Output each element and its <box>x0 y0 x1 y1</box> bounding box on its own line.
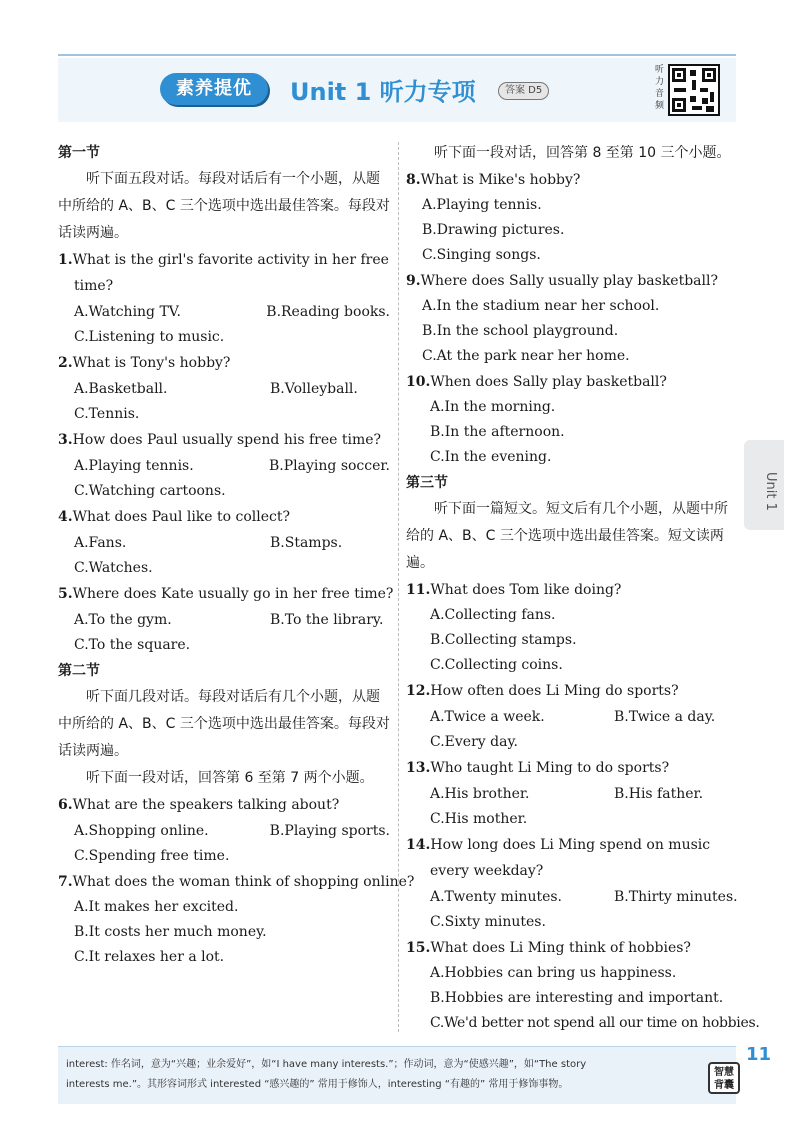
option-c[interactable]: C.In the evening. <box>430 449 552 465</box>
option-a[interactable]: A.Shopping online. <box>74 823 209 839</box>
question-number: 5. <box>58 586 73 602</box>
question-text: Where does Kate usually go in her free time? <box>72 586 394 602</box>
page-title: Unit 1 听力专项 <box>290 78 476 106</box>
option-a[interactable]: A.His brother. <box>430 786 530 802</box>
question-12 <box>406 678 738 704</box>
option-c[interactable]: C.Every day. <box>430 734 518 750</box>
option-b[interactable]: B.Drawing pictures. <box>422 222 565 238</box>
wisdom-bag-logo: 智慧背囊 <box>708 1062 740 1094</box>
option-c[interactable]: C.Watching cartoons. <box>74 483 226 499</box>
option-a[interactable]: A.In the stadium near her school. <box>422 298 660 314</box>
question-number: 6. <box>58 797 73 813</box>
question-number: 10. <box>406 374 431 390</box>
question-text: When does Sally play basketball? <box>430 374 667 390</box>
option-c[interactable]: C.Collecting coins. <box>430 657 563 673</box>
option-c[interactable]: C.His mother. <box>430 811 528 827</box>
option-a[interactable]: A.Collecting fans. <box>430 607 556 623</box>
question-number: 8. <box>406 172 421 188</box>
option-a[interactable]: A.It makes her excited. <box>74 899 239 915</box>
question-10 <box>406 369 738 395</box>
page-number: 11 <box>746 1044 772 1065</box>
option-a[interactable]: A.Watching TV. <box>74 304 181 320</box>
option-b[interactable]: B.It costs her much money. <box>74 924 267 940</box>
option-a[interactable]: A.In the morning. <box>430 399 556 415</box>
question-text: What is Mike's hobby? <box>420 172 581 188</box>
option-c[interactable]: C.Tennis. <box>74 406 140 422</box>
question-2 <box>58 350 390 376</box>
question-number: 15. <box>406 940 431 956</box>
question-text: What are the speakers talking about? <box>72 797 340 813</box>
question-number: 2. <box>58 355 73 371</box>
right-column <box>406 140 760 1036</box>
note-line-1: interest: 作名词，意为“兴趣；业余爱好”，如“I have many interests.”；作动词，意为“使感兴趣”，如“The story <box>66 1059 587 1070</box>
options-row <box>58 818 390 844</box>
question-9 <box>406 268 738 294</box>
option-b[interactable]: B.Thirty minutes. <box>614 889 738 905</box>
option-b[interactable]: B.Reading books. <box>266 304 390 320</box>
option-c[interactable]: C.Watches. <box>74 560 153 576</box>
option-c[interactable]: C.We'd better not spend all our time on hobbies. <box>430 1015 760 1031</box>
question-text: What is the girl's favorite activity in her free time? <box>72 252 389 294</box>
question-6 <box>58 792 390 818</box>
option-c[interactable]: C.Spending free time. <box>74 848 230 864</box>
option-a[interactable]: A.Playing tennis. <box>74 458 194 474</box>
option-b[interactable]: B.Playing soccer. <box>269 458 390 474</box>
options-row <box>406 781 738 807</box>
question-number: 3. <box>58 432 73 448</box>
answer-reference-tag: 答案 D5 <box>498 82 549 100</box>
question-text: Who taught Li Ming to do sports? <box>430 760 670 776</box>
question-text: Where does Sally usually play basketball? <box>420 273 718 289</box>
question-text: How long does Li Ming spend on music every weekday? <box>430 837 711 879</box>
option-b[interactable]: B.Playing sports. <box>269 823 390 839</box>
option-a[interactable]: A.To the gym. <box>74 612 172 628</box>
question-5 <box>58 581 394 607</box>
question-text: How often does Li Ming do sports? <box>430 683 679 699</box>
question-4 <box>58 504 390 530</box>
option-a[interactable]: A.Hobbies can bring us happiness. <box>430 965 677 981</box>
section-3-title: 第三节 <box>406 475 448 491</box>
options-row <box>58 299 390 325</box>
option-a[interactable]: A.Playing tennis. <box>422 197 542 213</box>
question-11 <box>406 577 738 603</box>
header-badge: 素养提优 <box>160 73 268 105</box>
section-2-sub-instruction: 听下面一段对话，回答第 6 至第 7 两个小题。 <box>86 770 374 786</box>
question-number: 1. <box>58 252 73 268</box>
question-text: What is Tony's hobby? <box>72 355 231 371</box>
options-row <box>58 530 390 556</box>
options-row <box>406 704 738 730</box>
question-text: How does Paul usually spend his free time? <box>72 432 382 448</box>
section-2-instruction: 听下面几段对话。每段对话后有几个小题，从题中所给的 A、B、C 三个选项中选出最佳答案。每段对话读两遍。 <box>58 689 390 759</box>
option-b[interactable]: B.Collecting stamps. <box>430 632 577 648</box>
option-a[interactable]: A.Twenty minutes. <box>430 889 563 905</box>
option-b[interactable]: B.To the library. <box>270 612 384 628</box>
option-c[interactable]: C.Singing songs. <box>422 247 541 263</box>
section-1-instruction: 听下面五段对话。每段对话后有一个小题，从题中所给的 A、B、C 三个选项中选出最佳答案。每段对话读两遍。 <box>58 171 390 241</box>
question-3 <box>58 427 390 453</box>
option-c[interactable]: C.At the park near her home. <box>422 348 630 364</box>
option-b[interactable]: B.Twice a day. <box>614 709 716 725</box>
option-b[interactable]: B.In the school playground. <box>422 323 619 339</box>
section-2-title: 第二节 <box>58 663 100 679</box>
section-1-title: 第一节 <box>58 145 100 161</box>
question-8 <box>406 167 738 193</box>
option-b[interactable]: B.Hobbies are interesting and important. <box>430 990 724 1006</box>
question-13 <box>406 755 738 781</box>
qr-label: 听力音频 <box>655 65 665 111</box>
option-c[interactable]: C.It relaxes her a lot. <box>74 949 225 965</box>
question-7 <box>58 869 415 895</box>
column-divider <box>398 142 399 1032</box>
vocabulary-note <box>58 1046 736 1104</box>
question-number: 14. <box>406 837 431 853</box>
question-1 <box>58 247 390 299</box>
dialogue-sub-instruction: 听下面一段对话，回答第 8 至第 10 三个小题。 <box>434 145 731 161</box>
options-row <box>406 884 738 910</box>
option-c[interactable]: C.To the square. <box>74 637 191 653</box>
question-text: What does the woman think of shopping online? <box>72 874 415 890</box>
question-number: 7. <box>58 874 73 890</box>
options-row <box>58 453 390 479</box>
question-number: 11. <box>406 582 431 598</box>
options-row <box>58 607 390 633</box>
qr-code-icon[interactable] <box>668 64 720 116</box>
option-b[interactable]: B.In the afternoon. <box>430 424 565 440</box>
option-a[interactable]: A.Fans. <box>74 535 127 551</box>
question-number: 12. <box>406 683 431 699</box>
options-row <box>58 376 390 402</box>
unit-side-tab[interactable] <box>744 440 784 530</box>
question-number: 4. <box>58 509 73 525</box>
question-number: 13. <box>406 760 431 776</box>
header-top-rule <box>58 54 736 56</box>
option-a[interactable]: A.Twice a week. <box>430 709 545 725</box>
unit-side-tab-label: Unit 1 <box>763 472 778 511</box>
question-14 <box>406 832 738 884</box>
option-a[interactable]: A.Basketball. <box>74 381 168 397</box>
option-b[interactable]: B.Volleyball. <box>270 381 358 397</box>
option-b[interactable]: B.His father. <box>614 786 704 802</box>
option-b[interactable]: B.Stamps. <box>270 535 343 551</box>
section-3-instruction: 听下面一篇短文。短文后有几个小题，从题中所给的 A、B、C 三个选项中选出最佳答案。短文读两遍。 <box>406 501 728 571</box>
option-c[interactable]: C.Listening to music. <box>74 329 225 345</box>
note-line-2: interests me.”。其形容词形式 interested “感兴趣的” 常用于修饰人，interesting “有趣的” 常用于修饰事物。 <box>66 1079 569 1090</box>
question-text: What does Tom like doing? <box>430 582 622 598</box>
question-15 <box>406 935 738 961</box>
question-text: What does Paul like to collect? <box>72 509 291 525</box>
question-number: 9. <box>406 273 421 289</box>
option-c[interactable]: C.Sixty minutes. <box>430 914 546 930</box>
left-column <box>58 140 415 970</box>
question-text: What does Li Ming think of hobbies? <box>430 940 691 956</box>
